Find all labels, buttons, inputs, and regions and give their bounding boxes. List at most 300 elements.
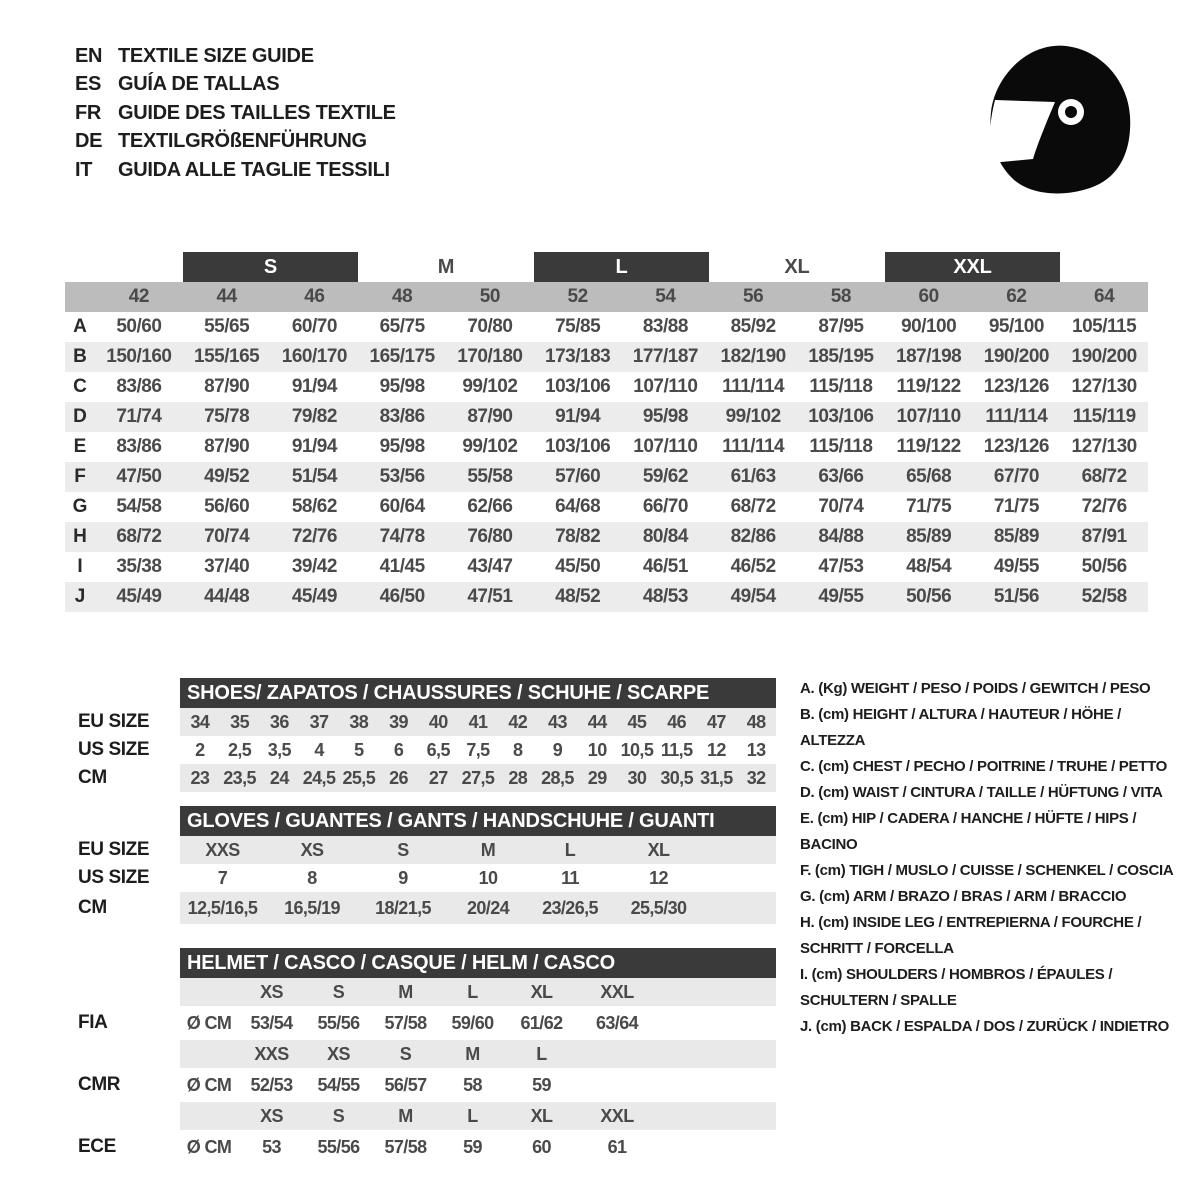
value-cell: L (564, 839, 576, 860)
size-label-cell: XS (260, 981, 283, 1002)
value-cell: 9 (552, 739, 563, 760)
value-cell: 46 (667, 711, 687, 732)
measure-cell: 50/60 (116, 316, 162, 337)
measure-cell: 91/94 (291, 376, 337, 397)
size-labels (180, 1040, 776, 1068)
helmet-values-row-ece (78, 1130, 776, 1164)
measure-cell: 90/100 (901, 316, 957, 337)
row-values (180, 864, 776, 892)
measure-row-e (65, 432, 1148, 462)
value-cell: 18/21,5 (375, 897, 431, 918)
value-cell: 55/56 (317, 1136, 360, 1157)
language-code: ES (75, 73, 102, 96)
helmet-sizes-row-fia (78, 978, 776, 1006)
size-group-s: S (183, 252, 359, 282)
language-row-en (75, 42, 396, 71)
value-cell: M (480, 839, 496, 860)
measurement-legend (800, 676, 1175, 1040)
value-cell: 10 (478, 867, 498, 888)
spacer (78, 1040, 180, 1068)
value-cell: 27 (428, 767, 448, 788)
row-values (180, 736, 776, 764)
gloves-title-bar: GLOVES / GUANTES / GANTS / HANDSCHUHE / GUANTI (180, 806, 776, 836)
value-cell: 54/55 (317, 1074, 360, 1095)
helmet-rows (78, 978, 776, 1164)
measure-cell: 45/50 (555, 556, 601, 577)
row-letter: F (74, 466, 86, 487)
value-cell: XS (300, 839, 324, 860)
measure-cell: 150/160 (106, 346, 172, 367)
size-number-cell: 42 (128, 286, 149, 307)
language-code: FR (75, 101, 102, 124)
spacer (78, 1102, 180, 1130)
size-number-cell: 44 (216, 286, 237, 307)
size-group-m: M (437, 256, 455, 278)
size-number-row (65, 282, 1148, 312)
measure-row-d (65, 402, 1148, 432)
size-number-cell: 64 (1094, 286, 1115, 307)
size-row-eu-size (78, 836, 776, 864)
measure-cell: 187/198 (896, 346, 962, 367)
measure-cell: 71/75 (993, 496, 1039, 517)
size-label-cell: S (399, 1043, 412, 1064)
value-cell: 24 (269, 767, 289, 788)
value-cell: 40 (428, 711, 448, 732)
size-group-header-row (65, 252, 1148, 282)
row-label: CM (78, 767, 107, 788)
value-cell: 43 (548, 711, 567, 732)
value-cell: 56/57 (384, 1074, 427, 1095)
measure-cell: 87/91 (1081, 526, 1127, 547)
value-cell: 29 (587, 767, 607, 788)
row-values (180, 764, 776, 792)
measure-cell: 39/42 (291, 556, 337, 577)
helmet-title-bar: HELMET / CASCO / CASQUE / HELM / CASCO (180, 948, 776, 978)
helmet-title-row (78, 948, 776, 978)
measure-cell: 65/68 (906, 466, 952, 487)
value-cell: 31,5 (700, 767, 733, 788)
standard-label: ECE (78, 1136, 116, 1157)
spacer (78, 978, 180, 1006)
measure-cell: 85/89 (906, 526, 952, 547)
size-label-cell: S (332, 981, 345, 1002)
measure-cell: 127/130 (1071, 376, 1137, 397)
value-cell: 47 (706, 711, 726, 732)
values (180, 1006, 776, 1040)
value-cell: 30,5 (660, 767, 693, 788)
value-cell: 63/64 (595, 1012, 639, 1033)
measure-cell: 95/98 (642, 406, 688, 427)
measure-cell: 70/80 (467, 316, 513, 337)
measure-cell: 55/58 (467, 466, 513, 487)
measure-cell: 105/115 (1072, 316, 1137, 337)
value-cell: 38 (349, 711, 369, 732)
value-cell: 2 (195, 739, 205, 760)
size-number-cell: 56 (743, 286, 764, 307)
measure-cell: 49/52 (204, 466, 250, 487)
value-cell: 2,5 (227, 739, 252, 760)
legend-item-b: B. (cm) HEIGHT / ALTURA / HAUTEUR / HÖHE / ALTEZZA (800, 706, 1122, 749)
value-cell: 34 (190, 711, 210, 732)
measure-cell: 63/66 (818, 466, 864, 487)
value-cell: 44 (587, 711, 607, 732)
measure-cell: 70/74 (818, 496, 864, 517)
measure-cell: 35/38 (116, 556, 162, 577)
value-cell: 26 (389, 767, 408, 788)
measure-cell: 190/200 (983, 346, 1049, 367)
legend-item-f: F. (cm) TIGH / MUSLO / CUISSE / SCHENKEL / COSCIA (800, 862, 1174, 879)
size-label-cell: XS (260, 1105, 283, 1126)
measure-cell: 41/45 (379, 556, 425, 577)
helmet-table (78, 948, 776, 1164)
language-row-it (75, 156, 396, 185)
language-code: IT (75, 158, 93, 181)
value-cell: 28 (508, 767, 528, 788)
value-cell: 23 (190, 767, 210, 788)
measure-cell: 72/76 (291, 526, 337, 547)
measure-cell: 173/183 (545, 346, 611, 367)
gloves-rows (78, 836, 776, 924)
size-labels (180, 1102, 776, 1130)
value-cell: XXS (205, 839, 240, 860)
legend-item-i: I. (cm) SHOULDERS / HOMBROS / ÉPAULES / SCHULTERN / SPALLE (800, 966, 1113, 1009)
row-label: CM (78, 897, 107, 918)
measure-cell: 67/70 (993, 466, 1039, 487)
size-label-cell: M (465, 1043, 480, 1064)
value-cell: 52/53 (250, 1074, 293, 1095)
spacer (78, 678, 180, 708)
measure-row-j (65, 582, 1148, 612)
value-cell: 59/60 (451, 1012, 494, 1033)
measure-cell: 115/119 (1072, 406, 1136, 427)
measure-cell: 66/70 (642, 496, 688, 517)
legend-item-d: D. (cm) WAIST / CINTURA / TAILLE / HÜFTUNG / VITA (800, 784, 1163, 801)
measure-cell: 60/64 (379, 496, 425, 517)
measure-cell: 99/102 (462, 436, 518, 457)
size-row-us-size (78, 736, 776, 764)
measure-cell: 95/100 (988, 316, 1044, 337)
measure-cell: 103/106 (545, 376, 611, 397)
measure-cell: 53/56 (379, 466, 425, 487)
unit-cell: Ø CM (186, 1012, 232, 1033)
legend-item-g: G. (cm) ARM / BRAZO / BRAS / ARM / BRACCIO (800, 888, 1127, 905)
size-number-cell: 54 (655, 286, 676, 307)
language-row-de (75, 128, 396, 157)
value-cell: 59 (463, 1136, 482, 1157)
size-label-cell: L (467, 1105, 478, 1126)
value-cell: 59 (532, 1074, 551, 1095)
row-letter: E (73, 436, 87, 457)
measure-cell: 87/90 (204, 376, 250, 397)
size-number-cell: 58 (830, 286, 851, 307)
measure-cell: 119/122 (896, 376, 961, 397)
measure-cell: 47/50 (116, 466, 162, 487)
measure-cell: 85/92 (730, 316, 776, 337)
measure-cell: 49/54 (730, 586, 776, 607)
row-letter: J (74, 586, 86, 607)
standard-label: FIA (78, 1012, 108, 1033)
measure-cell: 127/130 (1071, 436, 1137, 457)
legend-item-h: H. (cm) INSIDE LEG / ENTREPIERNA / FOURCHE / SCHRITT / FORCELLA (800, 914, 1142, 957)
value-cell: 61/62 (520, 1012, 563, 1033)
row-values (180, 836, 776, 864)
value-cell: 5 (354, 739, 364, 760)
size-label-cell: XXL (600, 981, 634, 1002)
language-title: TEXTILGRÖßENFÜHRUNG (118, 130, 367, 153)
size-number-cell: 46 (304, 286, 325, 307)
value-cell: 27,5 (461, 767, 495, 788)
language-title: GUIDA ALLE TAGLIE TESSILI (118, 158, 390, 181)
row-letter: G (72, 496, 88, 517)
helmet-sizes-row-ece (78, 1102, 776, 1130)
size-row-cm (78, 892, 776, 924)
value-cell: 53/54 (250, 1012, 293, 1033)
row-letter: D (73, 406, 87, 427)
legend-item-c: C. (cm) CHEST / PECHO / POITRINE / TRUHE / PETTO (800, 758, 1168, 775)
measure-cell: 54/58 (116, 496, 162, 517)
measure-cell: 68/72 (1081, 466, 1127, 487)
measure-cell: 190/200 (1071, 346, 1137, 367)
shoes-title-row (78, 678, 776, 708)
value-cell: 6,5 (426, 739, 450, 760)
value-cell: 7,5 (466, 739, 490, 760)
value-cell: 28,5 (541, 767, 574, 788)
measure-row-h (65, 522, 1148, 552)
language-title: TEXTILE SIZE GUIDE (118, 44, 314, 67)
value-cell: 13 (746, 739, 766, 760)
language-row-es (75, 71, 396, 100)
size-group-xxl: XXL (885, 252, 1061, 282)
value-cell: 57/58 (384, 1012, 427, 1033)
measure-cell: 119/122 (896, 436, 961, 457)
values (180, 1130, 776, 1164)
size-label-cell: M (398, 981, 413, 1002)
measure-cell: 57/60 (555, 466, 601, 487)
measure-cell: 51/56 (993, 586, 1039, 607)
value-cell: 45 (627, 711, 647, 732)
language-title: GUIDE DES TAILLES TEXTILE (118, 101, 396, 124)
size-label-cell: XL (530, 981, 553, 1002)
value-cell: 58 (463, 1074, 482, 1095)
measure-cell: 107/110 (896, 406, 961, 427)
value-cell: 25,5/30 (630, 897, 687, 918)
measure-cell: 50/56 (1081, 556, 1127, 577)
measure-row-a (65, 312, 1148, 342)
value-cell: 24,5 (302, 767, 336, 788)
measure-cell: 78/82 (555, 526, 601, 547)
value-cell: 25,5 (342, 767, 376, 788)
size-number-cell: 48 (392, 286, 413, 307)
helmet-values-row-cmr (78, 1068, 776, 1102)
value-cell: 60 (532, 1136, 551, 1157)
value-cell: 20/24 (466, 897, 510, 918)
unit-cell: Ø CM (186, 1136, 232, 1157)
size-number-cell: 60 (918, 286, 939, 307)
size-number-cell: 50 (479, 286, 500, 307)
measure-cell: 45/49 (291, 586, 337, 607)
measure-cell: 50/56 (906, 586, 952, 607)
measure-cell: 61/63 (730, 466, 776, 487)
value-cell: 8 (307, 867, 317, 888)
measure-cell: 170/180 (457, 346, 523, 367)
measure-cell: 68/72 (730, 496, 776, 517)
size-group-xl: XL (784, 256, 810, 278)
measure-row-i (65, 552, 1148, 582)
value-cell: 35 (230, 711, 249, 732)
measure-cell: 60/70 (291, 316, 337, 337)
legend-item-a: A. (Kg) WEIGHT / PESO / POIDS / GEWITCH / PESO (800, 680, 1151, 697)
size-label-cell: XS (327, 1043, 350, 1064)
measure-cell: 46/52 (730, 556, 776, 577)
measure-cell: 103/106 (808, 406, 874, 427)
measure-cell: 83/86 (116, 376, 162, 397)
language-code: EN (75, 44, 103, 67)
measure-cell: 47/51 (467, 586, 513, 607)
value-cell: 48 (746, 711, 766, 732)
measure-cell: 48/52 (555, 586, 601, 607)
measure-cell: 46/51 (642, 556, 688, 577)
measure-row-g (65, 492, 1148, 522)
gloves-title-row (78, 806, 776, 836)
value-cell: 12 (649, 867, 668, 888)
value-cell: 42 (508, 711, 528, 732)
measure-cell: 76/80 (467, 526, 513, 547)
value-cell: 36 (269, 711, 289, 732)
measure-cell: 87/90 (467, 406, 513, 427)
standard-label: CMR (78, 1074, 121, 1095)
legend-item-e: E. (cm) HIP / CADERA / HANCHE / HÜFTE / HIPS / BACINO (800, 810, 1137, 853)
size-label-cell: S (332, 1105, 345, 1126)
measure-cell: 84/88 (818, 526, 864, 547)
measure-cell: 95/98 (379, 376, 425, 397)
measure-row-b (65, 342, 1148, 372)
measure-cell: 37/40 (204, 556, 250, 577)
measure-cell: 82/86 (730, 526, 776, 547)
measure-cell: 85/89 (993, 526, 1039, 547)
value-cell: 8 (513, 739, 523, 760)
size-row-us-size (78, 864, 776, 892)
helmet-sizes-row-cmr (78, 1040, 776, 1068)
measure-cell: 52/58 (1081, 586, 1127, 607)
measure-cell: 95/98 (379, 436, 425, 457)
measure-cell: 46/50 (379, 586, 425, 607)
measure-cell: 160/170 (281, 346, 347, 367)
main-size-table (65, 252, 1148, 612)
measure-cell: 45/49 (116, 586, 162, 607)
measure-cell: 70/74 (204, 526, 250, 547)
measure-cell: 79/82 (291, 406, 337, 427)
measure-cell: 99/102 (725, 406, 781, 427)
value-cell: 12 (706, 739, 726, 760)
measure-cell: 71/74 (116, 406, 162, 427)
measure-cell: 115/118 (809, 436, 873, 457)
measure-cell: 44/48 (204, 586, 250, 607)
value-cell: 11,5 (660, 739, 693, 760)
measure-cell: 58/62 (291, 496, 337, 517)
row-letter: I (77, 556, 83, 577)
spacer (78, 806, 180, 836)
measure-cell: 51/54 (291, 466, 337, 487)
measure-cell: 48/54 (906, 556, 952, 577)
measure-cell: 48/53 (642, 586, 688, 607)
value-cell: 23/26,5 (542, 897, 598, 918)
value-cell: 41 (468, 711, 488, 732)
measure-cell: 75/78 (204, 406, 250, 427)
measure-cell: 111/114 (985, 406, 1048, 427)
measure-cell: 123/126 (983, 436, 1049, 457)
shoes-table (78, 678, 776, 792)
measure-cell: 182/190 (720, 346, 786, 367)
language-row-fr (75, 99, 396, 128)
shoes-title-bar: SHOES/ ZAPATOS / CHAUSSURES / SCHUHE / SCARPE (180, 678, 776, 708)
measure-cell: 75/85 (555, 316, 601, 337)
value-cell: 23,5 (223, 767, 256, 788)
size-number-cell: 62 (1006, 286, 1027, 307)
value-cell: 39 (389, 711, 408, 732)
value-cell: 53 (262, 1136, 281, 1157)
value-cell: 12,5/16,5 (187, 897, 258, 918)
measure-cell: 83/86 (116, 436, 162, 457)
shoes-rows (78, 708, 776, 792)
measure-cell: 115/118 (809, 376, 873, 397)
size-label-cell: XXL (600, 1105, 634, 1126)
measure-cell: 185/195 (808, 346, 874, 367)
value-cell: 61 (607, 1136, 627, 1157)
size-labels (180, 978, 776, 1006)
row-values (180, 892, 776, 924)
row-values (180, 708, 776, 736)
row-label: US SIZE (78, 739, 150, 760)
value-cell: 37 (309, 711, 329, 732)
value-cell: 55/56 (317, 1012, 360, 1033)
measure-cell: 83/86 (379, 406, 425, 427)
value-cell: 57/58 (384, 1136, 427, 1157)
value-cell: 10 (587, 739, 607, 760)
value-cell: 10,5 (620, 739, 654, 760)
measure-cell: 80/84 (642, 526, 688, 547)
size-row-cm (78, 764, 776, 792)
measure-cell: 65/75 (379, 316, 425, 337)
measure-cell: 56/60 (204, 496, 250, 517)
measure-cell: 177/187 (632, 346, 698, 367)
value-cell: XL (647, 839, 670, 860)
value-cell: 11 (561, 867, 579, 888)
value-cell: 30 (627, 767, 647, 788)
measure-cell: 91/94 (555, 406, 601, 427)
size-row-eu-size (78, 708, 776, 736)
measure-cell: 111/114 (722, 376, 785, 397)
measure-cell: 47/53 (818, 556, 864, 577)
value-cell: 7 (217, 867, 228, 888)
size-label-cell: L (467, 981, 478, 1002)
measure-cell: 62/66 (467, 496, 513, 517)
value-cell: 6 (393, 739, 404, 760)
measure-cell: 99/102 (462, 376, 518, 397)
measure-cell: 71/75 (906, 496, 952, 517)
measure-cell: 74/78 (379, 526, 425, 547)
measure-cell: 123/126 (983, 376, 1049, 397)
language-code: DE (75, 130, 103, 153)
measure-cell: 55/65 (204, 316, 250, 337)
racing-helmet-icon (980, 38, 1140, 202)
gloves-table (78, 806, 776, 924)
measure-cell: 64/68 (555, 496, 601, 517)
measure-cell: 72/76 (1081, 496, 1127, 517)
size-group-l: L (534, 252, 710, 282)
row-letter: B (73, 346, 87, 367)
measure-cell: 107/110 (633, 436, 698, 457)
helmet-values-row-fia (78, 1006, 776, 1040)
